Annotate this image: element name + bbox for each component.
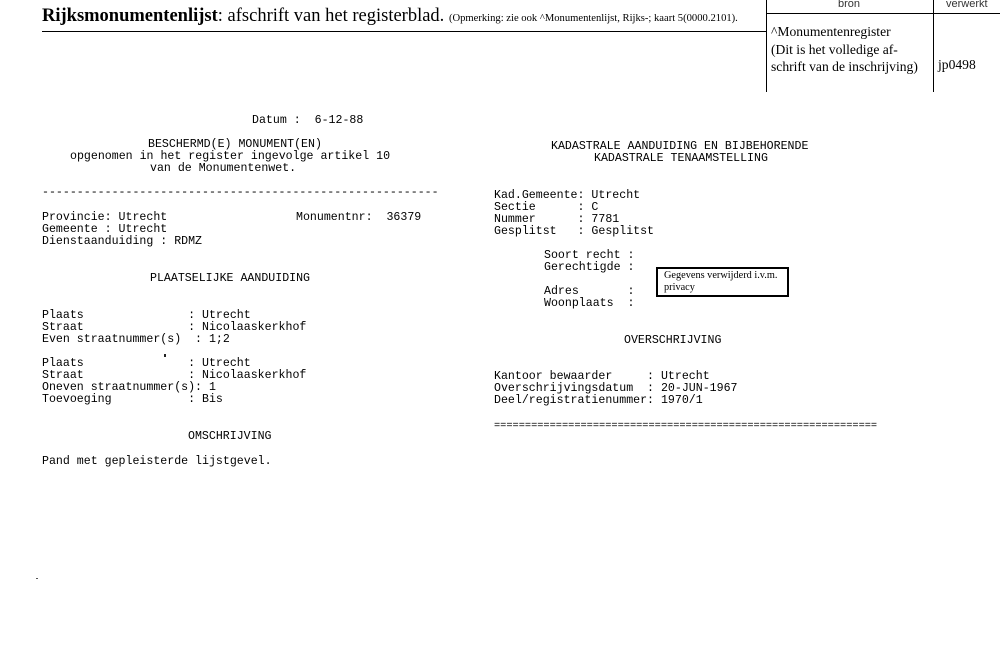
- over-line: Overschrijvingsdatum : 20-JUN-1967: [494, 382, 738, 395]
- bron-line: (Dit is het volledige af-: [771, 41, 898, 57]
- address-line: Plaats : Utrecht: [42, 309, 251, 322]
- monumentnr: Monumentnr: 36379: [296, 211, 422, 224]
- plaatselijke-heading: PLAATSELIJKE AANDUIDING: [150, 272, 311, 285]
- address-block-2: [42, 358, 306, 406]
- title-bold: Rijksmonumentenlijst: [42, 6, 218, 26]
- source-box-header-rule: [766, 13, 1000, 14]
- verwerkt-value: jp0498: [938, 57, 976, 72]
- recht-block: [544, 250, 634, 310]
- bron-text: [771, 23, 918, 76]
- kad-line: Kad.Gemeente: Utrecht: [494, 189, 641, 202]
- title-note: (Opmerking: zie ook ^Monumentenlijst, Rijks-; kaart 5(0000.2101).: [448, 13, 738, 24]
- address-line: Oneven straatnummer(s): 1: [42, 381, 216, 394]
- address-line: Toevoeging : Bis: [42, 393, 223, 406]
- gemeente: Gemeente : Utrecht: [42, 223, 168, 236]
- omschrijving-heading: OMSCHRIJVING: [188, 430, 272, 443]
- monument-heading-3: van de Monumentenwet.: [150, 162, 297, 175]
- kadastrale-block: [494, 190, 654, 238]
- privacy-redaction-box: [656, 267, 789, 297]
- kadastrale-heading-2: KADASTRALE TENAAMSTELLING: [594, 152, 768, 165]
- kad-line: Nummer : 7781: [494, 213, 620, 226]
- recht-line: Adres :: [544, 285, 635, 298]
- scan-speck: [36, 578, 38, 579]
- address-line: Straat : Nicolaaskerkhof: [42, 369, 307, 382]
- document-title: [42, 6, 738, 27]
- provincie: Provincie: Utrecht: [42, 211, 168, 224]
- monument-heading-1: BESCHERMD(E) MONUMENT(EN): [148, 138, 322, 151]
- address-line: Straat : Nicolaaskerkhof: [42, 321, 307, 334]
- over-line: Kantoor bewaarder : Utrecht: [494, 370, 710, 383]
- address-line: Even straatnummer(s) : 1;2: [42, 333, 230, 346]
- overschrijving-heading: OVERSCHRIJVING: [624, 334, 722, 347]
- over-line: Deel/registratienummer: 1970/1: [494, 394, 703, 407]
- scan-speck: [164, 354, 166, 357]
- recht-line: Woonplaats :: [544, 297, 635, 310]
- address-line: Plaats : Utrecht: [42, 357, 251, 370]
- omschrijving-text: Pand met gepleisterde lijstgevel.: [42, 455, 272, 468]
- recht-line: Soort recht :: [544, 249, 635, 262]
- recht-line: Gerechtigde :: [544, 261, 635, 274]
- verwerkt-label: verwerkt: [946, 0, 988, 10]
- kadastrale-heading-1: KADASTRALE AANDUIDING EN BIJBEHORENDE: [551, 140, 809, 153]
- left-separator: ---------------------------------------------------------: [42, 186, 439, 199]
- monument-heading-2: opgenomen in het register ingevolge artikel 10: [70, 150, 391, 163]
- kad-line: Gesplitst : Gesplitst: [494, 225, 655, 238]
- privacy-note: Gegevens verwijderd i.v.m. privacy: [664, 270, 778, 293]
- overschrijving-block: [494, 371, 738, 407]
- title-rest: : afschrift van het registerblad.: [217, 6, 445, 26]
- header-rule: [42, 31, 766, 32]
- bron-label: bron: [838, 0, 861, 10]
- right-separator: ==============================================================: [494, 420, 878, 432]
- address-block-1: [42, 310, 306, 346]
- datum: Datum : 6-12-88: [252, 114, 364, 127]
- bron-line: ^Monumentenregister: [771, 24, 891, 39]
- kad-line: Sectie : C: [494, 201, 599, 214]
- bron-line: schrift van de inschrijving): [771, 59, 918, 74]
- dienstaanduiding: Dienstaanduiding : RDMZ: [42, 235, 203, 248]
